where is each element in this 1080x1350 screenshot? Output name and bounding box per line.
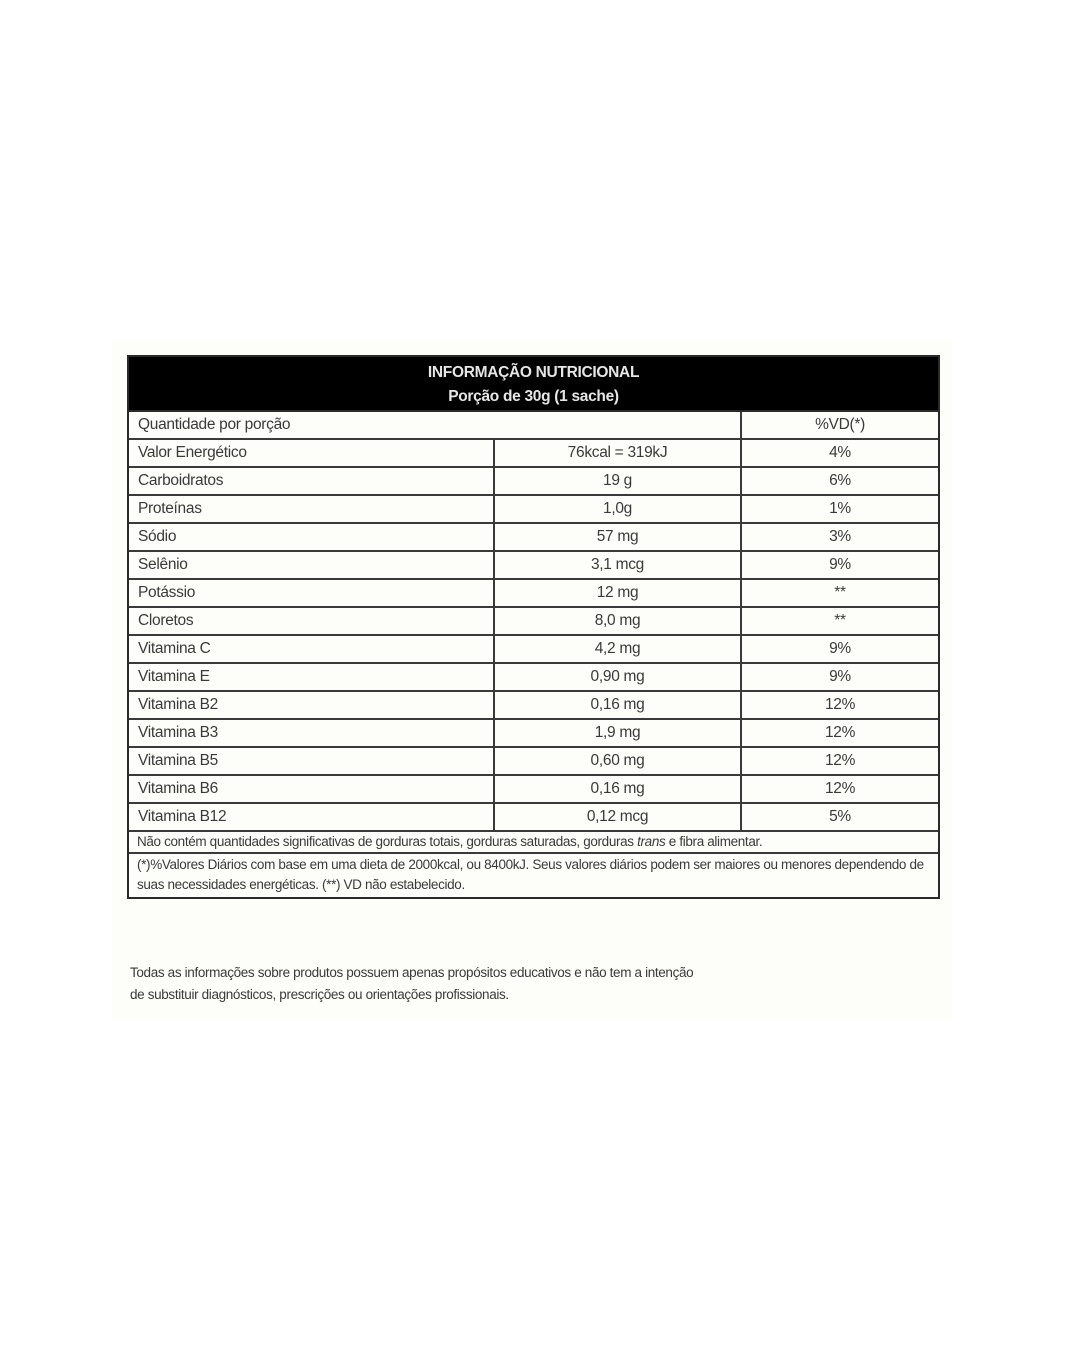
nutrient-name: Vitamina B5 [129, 748, 495, 774]
nutrient-vd: 12% [824, 780, 856, 797]
nutrient-name: Selênio [129, 552, 495, 578]
vd-header: %VD(*) [815, 416, 865, 433]
daily-values-footnote: (*)%Valores Diários com base em uma dieta de 2000kcal, ou 8400kJ. Seus valores diários podem ser maiores ou menores dependendo de suas necessidades energéticas. (**) VD não estabelecido. [137, 857, 924, 892]
nutrient-name: Vitamina B2 [129, 692, 495, 718]
nutrient-amount: 0,90 mg [495, 664, 742, 690]
nutrient-vd: 3% [829, 528, 851, 545]
nutrition-title: INFORMAÇÃO NUTRICIONAL [427, 364, 640, 381]
nutrient-name: Valor Energético [129, 440, 495, 466]
table-row [129, 468, 938, 496]
table-row [129, 804, 938, 832]
nutrient-amount: 0,16 mg [495, 692, 742, 718]
column-header-row [129, 412, 938, 440]
quantity-header: Quantidade por porção [129, 412, 742, 438]
table-row [129, 440, 938, 468]
nutrient-vd: 9% [829, 556, 851, 573]
nutrient-name: Vitamina B12 [129, 804, 495, 830]
nutrient-vd: 6% [829, 472, 851, 489]
table-row [129, 608, 938, 636]
nutrient-name: Vitamina B6 [129, 776, 495, 802]
nutrient-amount: 8,0 mg [495, 608, 742, 634]
nutrient-vd: 4% [829, 444, 851, 461]
nutrient-vd: ** [834, 584, 846, 601]
table-row [129, 496, 938, 524]
nutrient-amount: 12 mg [495, 580, 742, 606]
nutrient-vd: 9% [829, 668, 851, 685]
nutrient-amount: 0,12 mcg [495, 804, 742, 830]
nutrient-vd: 5% [829, 808, 851, 825]
nutrient-name: Vitamina B3 [129, 720, 495, 746]
educational-disclaimer [130, 962, 890, 1006]
nutrition-header [129, 357, 938, 412]
nutrient-name: Vitamina E [129, 664, 495, 690]
disclaimer-line-1: Todas as informações sobre produtos possuem apenas propósitos educativos e não tem a intenção [130, 965, 694, 980]
nutrient-name: Sódio [129, 524, 495, 550]
nutrient-vd: ** [834, 612, 846, 629]
nutrient-name: Cloretos [129, 608, 495, 634]
nutrient-amount: 0,16 mg [495, 776, 742, 802]
nutrient-vd: 12% [824, 724, 856, 741]
nutrient-name: Proteínas [129, 496, 495, 522]
nutrient-vd: 1% [829, 500, 851, 517]
nutrient-amount: 3,1 mcg [495, 552, 742, 578]
table-row [129, 692, 938, 720]
disclaimer-line-2: de substituir diagnósticos, prescrições ou orientações profissionais. [130, 987, 509, 1002]
nutrient-name: Vitamina C [129, 636, 495, 662]
table-row [129, 664, 938, 692]
nutrient-vd: 12% [824, 696, 856, 713]
nutrient-amount: 1,0g [495, 496, 742, 522]
nutrient-vd: 9% [829, 640, 851, 657]
table-row [129, 552, 938, 580]
table-row [129, 748, 938, 776]
table-row [129, 776, 938, 804]
nutrient-name: Carboidratos [129, 468, 495, 494]
nutrient-amount: 0,60 mg [495, 748, 742, 774]
nutrient-amount: 19 g [495, 468, 742, 494]
table-row [129, 636, 938, 664]
note-text-italic: trans [637, 834, 666, 849]
nutrition-facts-table [127, 355, 940, 899]
nutrient-vd: 12% [824, 752, 856, 769]
table-row [129, 524, 938, 552]
table-row [129, 720, 938, 748]
note-text-after: e fibra alimentar. [665, 834, 763, 849]
note-text-before: Não contém quantidades significativas de gorduras totais, gorduras saturadas, gorduras [137, 834, 638, 849]
nutrient-amount: 57 mg [495, 524, 742, 550]
nutrient-amount: 1,9 mg [495, 720, 742, 746]
nutrient-name: Potássio [129, 580, 495, 606]
not-significant-note [129, 832, 938, 854]
table-row [129, 580, 938, 608]
serving-size: Porção de 30g (1 sache) [448, 388, 619, 405]
nutrient-amount: 4,2 mg [495, 636, 742, 662]
nutrient-amount: 76kcal = 319kJ [495, 440, 742, 466]
